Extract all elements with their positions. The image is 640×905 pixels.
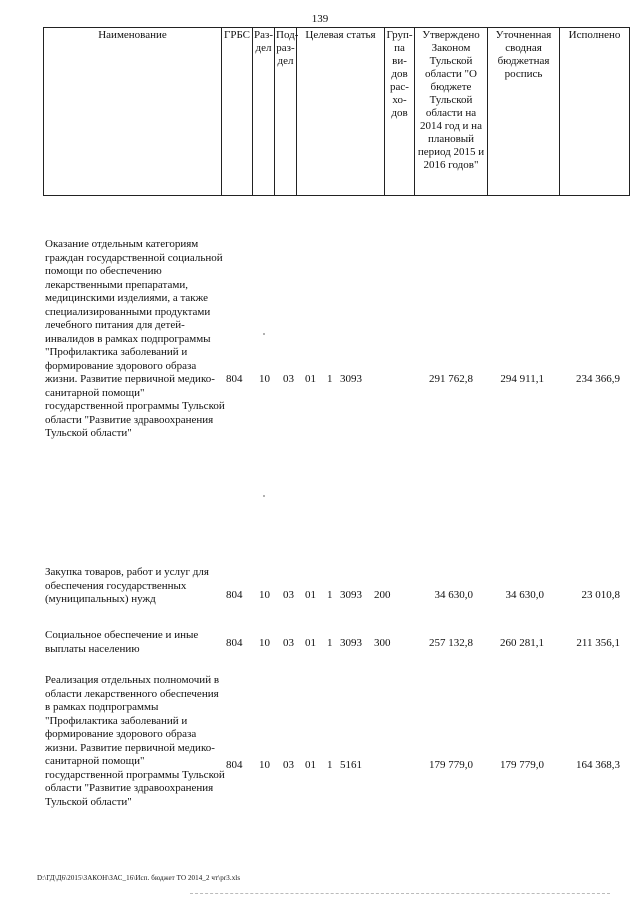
row-grbs: 804 xyxy=(226,759,243,771)
row-name: Реализация отдельных полномочий в области лекарственного обеспечения в рамках подпрограммы "Профилактика заболеваний и формирование здорового образа жизни. Развитие первичной медико-санитарной помощи" государственной программы Тульской области "Развитие здравоохранения Тульской области" xyxy=(45,674,225,808)
row-approved: 34 630,0 xyxy=(434,589,473,601)
row-target-3: 3093 xyxy=(340,373,362,385)
row-name: Закупка товаров, работ и услуг для обеспечения государственных (муниципальных) нужд xyxy=(45,566,209,605)
row-target-2: 1 xyxy=(327,373,333,385)
scan-speck xyxy=(263,333,265,335)
col-header-vid: Груп-па ви-дов рас-хо-дов xyxy=(385,28,415,196)
row-executed: 211 356,1 xyxy=(576,637,620,649)
row-revised: 34 630,0 xyxy=(505,589,544,601)
bottom-rule xyxy=(190,893,610,894)
row-razdel: 10 xyxy=(259,759,270,771)
row-executed: 23 010,8 xyxy=(581,589,620,601)
row-revised: 179 779,0 xyxy=(500,759,544,771)
col-header-executed: Исполнено xyxy=(560,28,630,196)
row-target-3: 5161 xyxy=(340,759,362,771)
table-header xyxy=(43,27,630,196)
scan-speck xyxy=(263,495,265,497)
row-revised: 294 911,1 xyxy=(500,373,544,385)
row-target-1: 01 xyxy=(305,589,316,601)
row-target-1: 01 xyxy=(305,637,316,649)
row-grbs: 804 xyxy=(226,373,243,385)
row-target-3: 3093 xyxy=(340,589,362,601)
col-header-revised: Уточненная сводная бюджетная роспись xyxy=(488,28,560,196)
col-header-approved: Утверждено Законом Тульской области "О бюджете Тульской области на 2014 год и на плановый период 2015 и 2016 годов" xyxy=(415,28,488,196)
row-razdel: 10 xyxy=(259,589,270,601)
row-executed: 234 366,9 xyxy=(576,373,620,385)
row-approved: 291 762,8 xyxy=(429,373,473,385)
row-name: Социальное обеспечение и иные выплаты населению xyxy=(45,629,199,655)
row-podrazdel: 03 xyxy=(283,373,294,385)
row-executed: 164 368,3 xyxy=(576,759,620,771)
row-target-3: 3093 xyxy=(340,637,362,649)
col-header-name: Наименование xyxy=(44,28,222,196)
row-vid: 300 xyxy=(374,637,391,649)
row-revised: 260 281,1 xyxy=(500,637,544,649)
row-name: Оказание отдельным категориям граждан государственной социальной помощи по обеспечению лекарственными препаратами, медицинскими изделиями, а также специализированными продуктами лечебного питания для детей-инвалидов в рамках подпрограммы "Профилактика заболеваний и формирование здорового образа жизни. Развитие первичной медико-санитарной помощи" государственной программы Тульской области "Развитие здравоохранения Тульской области" xyxy=(45,238,225,439)
row-approved: 257 132,8 xyxy=(429,637,473,649)
col-header-target: Целевая статья xyxy=(297,28,385,196)
row-target-2: 1 xyxy=(327,589,333,601)
row-razdel: 10 xyxy=(259,373,270,385)
row-podrazdel: 03 xyxy=(283,759,294,771)
row-grbs: 804 xyxy=(226,637,243,649)
row-approved: 179 779,0 xyxy=(429,759,473,771)
col-header-podrazdel: Под-раз-дел xyxy=(275,28,297,196)
row-target-1: 01 xyxy=(305,759,316,771)
row-podrazdel: 03 xyxy=(283,589,294,601)
row-target-2: 1 xyxy=(327,637,333,649)
row-target-2: 1 xyxy=(327,759,333,771)
row-razdel: 10 xyxy=(259,637,270,649)
col-header-razdel: Раз-дел xyxy=(253,28,275,196)
col-header-grbs: ГРБС xyxy=(222,28,253,196)
page-number: 139 xyxy=(311,13,329,25)
row-grbs: 804 xyxy=(226,589,243,601)
file-path-footer: D:\ГД\Д6\2015\ЗАКОН\ЗАС_16\Исп. бюджет ТО 2014_2 чт\pr3.xls xyxy=(37,874,241,882)
row-target-1: 01 xyxy=(305,373,316,385)
row-podrazdel: 03 xyxy=(283,637,294,649)
row-vid: 200 xyxy=(374,589,391,601)
